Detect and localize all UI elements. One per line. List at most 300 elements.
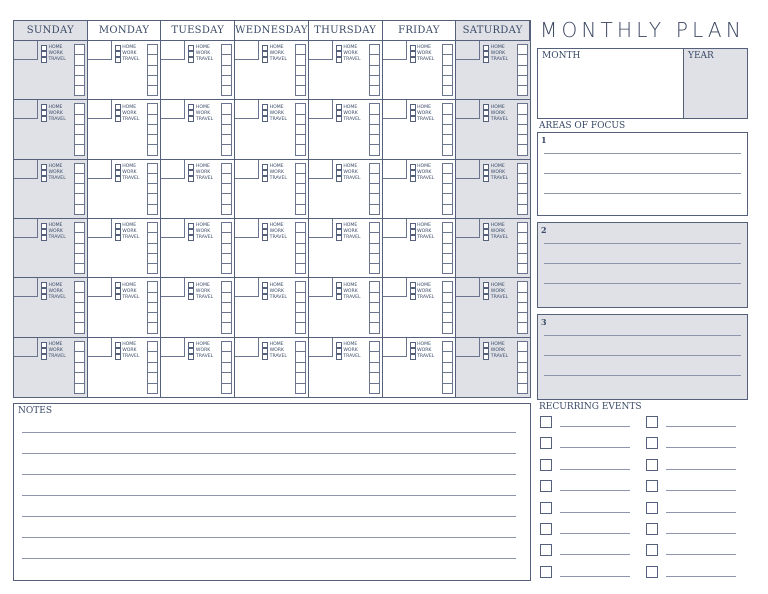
recurring-event-item[interactable] bbox=[540, 480, 630, 492]
slot-box[interactable] bbox=[296, 264, 305, 273]
checkbox-icon[interactable] bbox=[483, 57, 489, 63]
date-box[interactable] bbox=[161, 278, 185, 297]
category-item[interactable] bbox=[262, 116, 287, 122]
slot-box[interactable] bbox=[518, 66, 527, 76]
category-item[interactable] bbox=[262, 294, 287, 300]
slot-box[interactable] bbox=[148, 303, 157, 313]
category-item[interactable] bbox=[336, 294, 361, 300]
event-line[interactable] bbox=[666, 447, 736, 448]
slot-box[interactable] bbox=[518, 352, 527, 362]
date-box[interactable] bbox=[383, 219, 407, 238]
slot-box[interactable] bbox=[75, 125, 84, 135]
year-field[interactable] bbox=[684, 49, 747, 118]
slot-box[interactable] bbox=[148, 55, 157, 65]
date-box[interactable] bbox=[383, 278, 407, 297]
slot-box[interactable] bbox=[148, 264, 157, 273]
day-cell[interactable] bbox=[456, 41, 530, 100]
slot-box[interactable] bbox=[296, 194, 305, 204]
category-item[interactable] bbox=[41, 354, 66, 360]
checkbox-icon[interactable] bbox=[646, 502, 658, 514]
slot-box[interactable] bbox=[518, 384, 527, 393]
slot-box[interactable] bbox=[148, 205, 157, 214]
recurring-event-item[interactable] bbox=[540, 416, 630, 428]
checkbox-icon[interactable] bbox=[262, 294, 268, 300]
event-line[interactable] bbox=[560, 576, 630, 577]
category-item[interactable] bbox=[188, 354, 213, 360]
date-box[interactable] bbox=[161, 160, 185, 179]
slot-box[interactable] bbox=[75, 363, 84, 373]
slot-box[interactable] bbox=[75, 104, 84, 114]
slot-box[interactable] bbox=[296, 66, 305, 76]
slot-box[interactable] bbox=[518, 205, 527, 214]
slot-box[interactable] bbox=[75, 174, 84, 184]
slot-box[interactable] bbox=[518, 264, 527, 273]
category-item[interactable] bbox=[483, 57, 508, 63]
date-box[interactable] bbox=[309, 41, 333, 60]
slot-box[interactable] bbox=[370, 145, 379, 154]
category-item[interactable] bbox=[41, 116, 66, 122]
recurring-event-item[interactable] bbox=[540, 544, 630, 556]
category-item[interactable] bbox=[483, 176, 508, 182]
slot-box[interactable] bbox=[75, 76, 84, 86]
slot-box[interactable] bbox=[222, 184, 231, 194]
slot-box[interactable] bbox=[443, 244, 452, 254]
slot-box[interactable] bbox=[296, 223, 305, 233]
category-item[interactable] bbox=[188, 176, 213, 182]
slot-box[interactable] bbox=[296, 125, 305, 135]
slot-box[interactable] bbox=[296, 184, 305, 194]
checkbox-icon[interactable] bbox=[41, 235, 47, 241]
date-box[interactable] bbox=[235, 219, 259, 238]
category-item[interactable] bbox=[115, 176, 140, 182]
slot-box[interactable] bbox=[222, 264, 231, 273]
slot-box[interactable] bbox=[75, 205, 84, 214]
slot-box[interactable] bbox=[370, 174, 379, 184]
slot-box[interactable] bbox=[518, 323, 527, 332]
slot-box[interactable] bbox=[518, 104, 527, 114]
slot-box[interactable] bbox=[443, 323, 452, 332]
day-cell[interactable] bbox=[383, 278, 457, 337]
category-item[interactable] bbox=[188, 57, 213, 63]
slot-box[interactable] bbox=[443, 282, 452, 292]
category-item[interactable] bbox=[336, 235, 361, 241]
slot-box[interactable] bbox=[370, 125, 379, 135]
slot-box[interactable] bbox=[75, 352, 84, 362]
checkbox-icon[interactable] bbox=[188, 235, 194, 241]
slot-box[interactable] bbox=[518, 86, 527, 95]
date-box[interactable] bbox=[14, 338, 38, 357]
slot-box[interactable] bbox=[370, 135, 379, 145]
slot-box[interactable] bbox=[443, 45, 452, 55]
checkbox-icon[interactable] bbox=[540, 566, 552, 578]
slot-box[interactable] bbox=[370, 164, 379, 174]
checkbox-icon[interactable] bbox=[540, 437, 552, 449]
recurring-event-item[interactable] bbox=[646, 502, 736, 514]
slot-box[interactable] bbox=[518, 293, 527, 303]
slot-box[interactable] bbox=[148, 342, 157, 352]
slot-box[interactable] bbox=[222, 66, 231, 76]
event-line[interactable] bbox=[560, 554, 630, 555]
recurring-event-item[interactable] bbox=[646, 459, 736, 471]
slot-box[interactable] bbox=[148, 384, 157, 393]
slot-box[interactable] bbox=[296, 282, 305, 292]
slot-box[interactable] bbox=[443, 115, 452, 125]
slot-box[interactable] bbox=[443, 264, 452, 273]
slot-box[interactable] bbox=[518, 282, 527, 292]
checkbox-icon[interactable] bbox=[115, 116, 121, 122]
slot-box[interactable] bbox=[443, 104, 452, 114]
slot-box[interactable] bbox=[370, 55, 379, 65]
day-cell[interactable] bbox=[161, 338, 235, 397]
recurring-event-item[interactable] bbox=[646, 566, 736, 578]
slot-box[interactable] bbox=[222, 205, 231, 214]
slot-box[interactable] bbox=[222, 76, 231, 86]
day-cell[interactable] bbox=[383, 41, 457, 100]
slot-box[interactable] bbox=[296, 384, 305, 393]
slot-box[interactable] bbox=[148, 194, 157, 204]
slot-box[interactable] bbox=[370, 264, 379, 273]
date-box[interactable] bbox=[235, 41, 259, 60]
date-box[interactable] bbox=[456, 278, 480, 297]
slot-box[interactable] bbox=[75, 45, 84, 55]
slot-box[interactable] bbox=[222, 145, 231, 154]
event-line[interactable] bbox=[560, 490, 630, 491]
slot-box[interactable] bbox=[148, 86, 157, 95]
day-cell[interactable] bbox=[161, 100, 235, 159]
recurring-event-item[interactable] bbox=[540, 523, 630, 535]
day-cell[interactable] bbox=[456, 278, 530, 337]
slot-box[interactable] bbox=[443, 86, 452, 95]
checkbox-icon[interactable] bbox=[646, 437, 658, 449]
category-item[interactable] bbox=[41, 235, 66, 241]
slot-box[interactable] bbox=[296, 135, 305, 145]
day-cell[interactable] bbox=[235, 219, 309, 278]
slot-box[interactable] bbox=[443, 254, 452, 264]
recurring-event-item[interactable] bbox=[646, 416, 736, 428]
date-box[interactable] bbox=[14, 219, 38, 238]
slot-box[interactable] bbox=[222, 164, 231, 174]
slot-box[interactable] bbox=[222, 373, 231, 383]
checkbox-icon[interactable] bbox=[262, 176, 268, 182]
category-item[interactable] bbox=[336, 176, 361, 182]
slot-box[interactable] bbox=[148, 293, 157, 303]
slot-box[interactable] bbox=[443, 233, 452, 243]
event-line[interactable] bbox=[560, 447, 630, 448]
date-box[interactable] bbox=[161, 100, 185, 119]
day-cell[interactable] bbox=[14, 100, 88, 159]
day-cell[interactable] bbox=[161, 278, 235, 337]
checkbox-icon[interactable] bbox=[41, 116, 47, 122]
slot-box[interactable] bbox=[75, 313, 84, 323]
slot-box[interactable] bbox=[370, 115, 379, 125]
recurring-event-item[interactable] bbox=[646, 544, 736, 556]
day-cell[interactable] bbox=[88, 160, 162, 219]
day-cell[interactable] bbox=[309, 278, 383, 337]
recurring-event-item[interactable] bbox=[540, 459, 630, 471]
category-item[interactable] bbox=[188, 294, 213, 300]
slot-box[interactable] bbox=[75, 115, 84, 125]
date-box[interactable] bbox=[383, 41, 407, 60]
checkbox-icon[interactable] bbox=[41, 176, 47, 182]
date-box[interactable] bbox=[235, 100, 259, 119]
day-cell[interactable] bbox=[14, 338, 88, 397]
checkbox-icon[interactable] bbox=[646, 544, 658, 556]
slot-box[interactable] bbox=[443, 342, 452, 352]
slot-box[interactable] bbox=[296, 323, 305, 332]
slot-box[interactable] bbox=[518, 303, 527, 313]
checkbox-icon[interactable] bbox=[646, 523, 658, 535]
slot-box[interactable] bbox=[296, 45, 305, 55]
slot-box[interactable] bbox=[222, 174, 231, 184]
date-box[interactable] bbox=[88, 100, 112, 119]
checkbox-icon[interactable] bbox=[188, 116, 194, 122]
slot-box[interactable] bbox=[75, 194, 84, 204]
slot-box[interactable] bbox=[443, 293, 452, 303]
focus-area-1[interactable] bbox=[537, 132, 748, 216]
checkbox-icon[interactable] bbox=[262, 116, 268, 122]
slot-box[interactable] bbox=[443, 66, 452, 76]
slot-box[interactable] bbox=[370, 104, 379, 114]
day-cell[interactable] bbox=[309, 100, 383, 159]
event-line[interactable] bbox=[666, 469, 736, 470]
checkbox-icon[interactable] bbox=[41, 57, 47, 63]
slot-box[interactable] bbox=[370, 194, 379, 204]
slot-box[interactable] bbox=[148, 282, 157, 292]
category-item[interactable] bbox=[483, 294, 508, 300]
slot-box[interactable] bbox=[148, 352, 157, 362]
slot-box[interactable] bbox=[443, 164, 452, 174]
checkbox-icon[interactable] bbox=[41, 354, 47, 360]
slot-box[interactable] bbox=[518, 244, 527, 254]
slot-box[interactable] bbox=[370, 373, 379, 383]
slot-box[interactable] bbox=[518, 373, 527, 383]
slot-box[interactable] bbox=[148, 145, 157, 154]
slot-box[interactable] bbox=[222, 254, 231, 264]
day-cell[interactable] bbox=[235, 278, 309, 337]
slot-box[interactable] bbox=[75, 233, 84, 243]
day-cell[interactable] bbox=[88, 278, 162, 337]
slot-box[interactable] bbox=[370, 323, 379, 332]
slot-box[interactable] bbox=[222, 342, 231, 352]
checkbox-icon[interactable] bbox=[115, 235, 121, 241]
slot-box[interactable] bbox=[370, 76, 379, 86]
category-item[interactable] bbox=[41, 57, 66, 63]
day-cell[interactable] bbox=[235, 338, 309, 397]
date-box[interactable] bbox=[88, 160, 112, 179]
slot-box[interactable] bbox=[518, 164, 527, 174]
date-box[interactable] bbox=[383, 100, 407, 119]
slot-box[interactable] bbox=[296, 104, 305, 114]
event-line[interactable] bbox=[560, 533, 630, 534]
slot-box[interactable] bbox=[222, 55, 231, 65]
slot-box[interactable] bbox=[518, 76, 527, 86]
date-box[interactable] bbox=[88, 338, 112, 357]
date-box[interactable] bbox=[456, 338, 480, 357]
slot-box[interactable] bbox=[443, 145, 452, 154]
date-box[interactable] bbox=[14, 100, 38, 119]
slot-box[interactable] bbox=[443, 373, 452, 383]
checkbox-icon[interactable] bbox=[336, 116, 342, 122]
slot-box[interactable] bbox=[148, 373, 157, 383]
day-cell[interactable] bbox=[456, 219, 530, 278]
slot-box[interactable] bbox=[222, 233, 231, 243]
slot-box[interactable] bbox=[75, 244, 84, 254]
date-box[interactable] bbox=[161, 41, 185, 60]
slot-box[interactable] bbox=[222, 293, 231, 303]
slot-box[interactable] bbox=[518, 184, 527, 194]
recurring-event-item[interactable] bbox=[646, 480, 736, 492]
date-box[interactable] bbox=[88, 41, 112, 60]
category-item[interactable] bbox=[115, 57, 140, 63]
day-cell[interactable] bbox=[235, 100, 309, 159]
slot-box[interactable] bbox=[75, 86, 84, 95]
checkbox-icon[interactable] bbox=[188, 57, 194, 63]
slot-box[interactable] bbox=[443, 303, 452, 313]
date-box[interactable] bbox=[161, 219, 185, 238]
month-field[interactable] bbox=[538, 49, 684, 118]
event-line[interactable] bbox=[666, 554, 736, 555]
category-item[interactable] bbox=[115, 294, 140, 300]
checkbox-icon[interactable] bbox=[41, 294, 47, 300]
category-item[interactable] bbox=[410, 235, 435, 241]
slot-box[interactable] bbox=[75, 66, 84, 76]
event-line[interactable] bbox=[560, 426, 630, 427]
slot-box[interactable] bbox=[148, 115, 157, 125]
slot-box[interactable] bbox=[370, 363, 379, 373]
slot-box[interactable] bbox=[75, 342, 84, 352]
date-box[interactable] bbox=[309, 160, 333, 179]
slot-box[interactable] bbox=[370, 352, 379, 362]
slot-box[interactable] bbox=[370, 303, 379, 313]
recurring-event-item[interactable] bbox=[646, 437, 736, 449]
checkbox-icon[interactable] bbox=[188, 294, 194, 300]
event-line[interactable] bbox=[560, 512, 630, 513]
slot-box[interactable] bbox=[296, 254, 305, 264]
slot-box[interactable] bbox=[443, 194, 452, 204]
checkbox-icon[interactable] bbox=[336, 354, 342, 360]
slot-box[interactable] bbox=[443, 135, 452, 145]
date-box[interactable] bbox=[309, 219, 333, 238]
slot-box[interactable] bbox=[518, 55, 527, 65]
day-cell[interactable] bbox=[88, 41, 162, 100]
event-line[interactable] bbox=[560, 469, 630, 470]
checkbox-icon[interactable] bbox=[188, 354, 194, 360]
date-box[interactable] bbox=[161, 338, 185, 357]
slot-box[interactable] bbox=[443, 363, 452, 373]
slot-box[interactable] bbox=[148, 184, 157, 194]
checkbox-icon[interactable] bbox=[336, 57, 342, 63]
category-item[interactable] bbox=[115, 235, 140, 241]
day-cell[interactable] bbox=[161, 160, 235, 219]
day-cell[interactable] bbox=[456, 160, 530, 219]
category-item[interactable] bbox=[410, 176, 435, 182]
slot-box[interactable] bbox=[75, 323, 84, 332]
checkbox-icon[interactable] bbox=[540, 523, 552, 535]
slot-box[interactable] bbox=[148, 233, 157, 243]
slot-box[interactable] bbox=[370, 184, 379, 194]
slot-box[interactable] bbox=[296, 76, 305, 86]
slot-box[interactable] bbox=[75, 384, 84, 393]
slot-box[interactable] bbox=[148, 76, 157, 86]
recurring-event-item[interactable] bbox=[540, 566, 630, 578]
checkbox-icon[interactable] bbox=[483, 176, 489, 182]
slot-box[interactable] bbox=[148, 363, 157, 373]
category-item[interactable] bbox=[410, 57, 435, 63]
recurring-event-item[interactable] bbox=[540, 502, 630, 514]
date-box[interactable] bbox=[309, 338, 333, 357]
category-item[interactable] bbox=[262, 176, 287, 182]
day-cell[interactable] bbox=[309, 160, 383, 219]
slot-box[interactable] bbox=[222, 86, 231, 95]
slot-box[interactable] bbox=[75, 303, 84, 313]
checkbox-icon[interactable] bbox=[483, 354, 489, 360]
day-cell[interactable] bbox=[383, 338, 457, 397]
date-box[interactable] bbox=[456, 219, 480, 238]
slot-box[interactable] bbox=[75, 164, 84, 174]
category-item[interactable] bbox=[410, 294, 435, 300]
slot-box[interactable] bbox=[222, 45, 231, 55]
slot-box[interactable] bbox=[222, 135, 231, 145]
checkbox-icon[interactable] bbox=[540, 544, 552, 556]
slot-box[interactable] bbox=[518, 194, 527, 204]
recurring-event-item[interactable] bbox=[540, 437, 630, 449]
slot-box[interactable] bbox=[518, 313, 527, 323]
checkbox-icon[interactable] bbox=[188, 176, 194, 182]
slot-box[interactable] bbox=[148, 125, 157, 135]
slot-box[interactable] bbox=[296, 205, 305, 214]
checkbox-icon[interactable] bbox=[262, 354, 268, 360]
date-box[interactable] bbox=[383, 338, 407, 357]
slot-box[interactable] bbox=[370, 244, 379, 254]
slot-box[interactable] bbox=[296, 115, 305, 125]
date-box[interactable] bbox=[309, 278, 333, 297]
slot-box[interactable] bbox=[518, 233, 527, 243]
slot-box[interactable] bbox=[296, 55, 305, 65]
slot-box[interactable] bbox=[148, 104, 157, 114]
focus-area-2[interactable] bbox=[537, 222, 748, 308]
category-item[interactable] bbox=[41, 176, 66, 182]
event-line[interactable] bbox=[666, 533, 736, 534]
checkbox-icon[interactable] bbox=[410, 294, 416, 300]
slot-box[interactable] bbox=[296, 145, 305, 154]
checkbox-icon[interactable] bbox=[115, 294, 121, 300]
slot-box[interactable] bbox=[518, 254, 527, 264]
date-box[interactable] bbox=[456, 100, 480, 119]
slot-box[interactable] bbox=[443, 205, 452, 214]
checkbox-icon[interactable] bbox=[483, 235, 489, 241]
slot-box[interactable] bbox=[296, 164, 305, 174]
slot-box[interactable] bbox=[75, 264, 84, 273]
slot-box[interactable] bbox=[518, 363, 527, 373]
slot-box[interactable] bbox=[518, 223, 527, 233]
category-item[interactable] bbox=[336, 354, 361, 360]
day-cell[interactable] bbox=[309, 41, 383, 100]
slot-box[interactable] bbox=[148, 244, 157, 254]
event-line[interactable] bbox=[666, 576, 736, 577]
slot-box[interactable] bbox=[370, 313, 379, 323]
category-item[interactable] bbox=[483, 354, 508, 360]
category-item[interactable] bbox=[483, 235, 508, 241]
slot-box[interactable] bbox=[443, 184, 452, 194]
day-cell[interactable] bbox=[161, 219, 235, 278]
date-box[interactable] bbox=[88, 219, 112, 238]
checkbox-icon[interactable] bbox=[115, 176, 121, 182]
checkbox-icon[interactable] bbox=[410, 354, 416, 360]
slot-box[interactable] bbox=[370, 45, 379, 55]
slot-box[interactable] bbox=[370, 282, 379, 292]
slot-box[interactable] bbox=[148, 223, 157, 233]
slot-box[interactable] bbox=[148, 135, 157, 145]
